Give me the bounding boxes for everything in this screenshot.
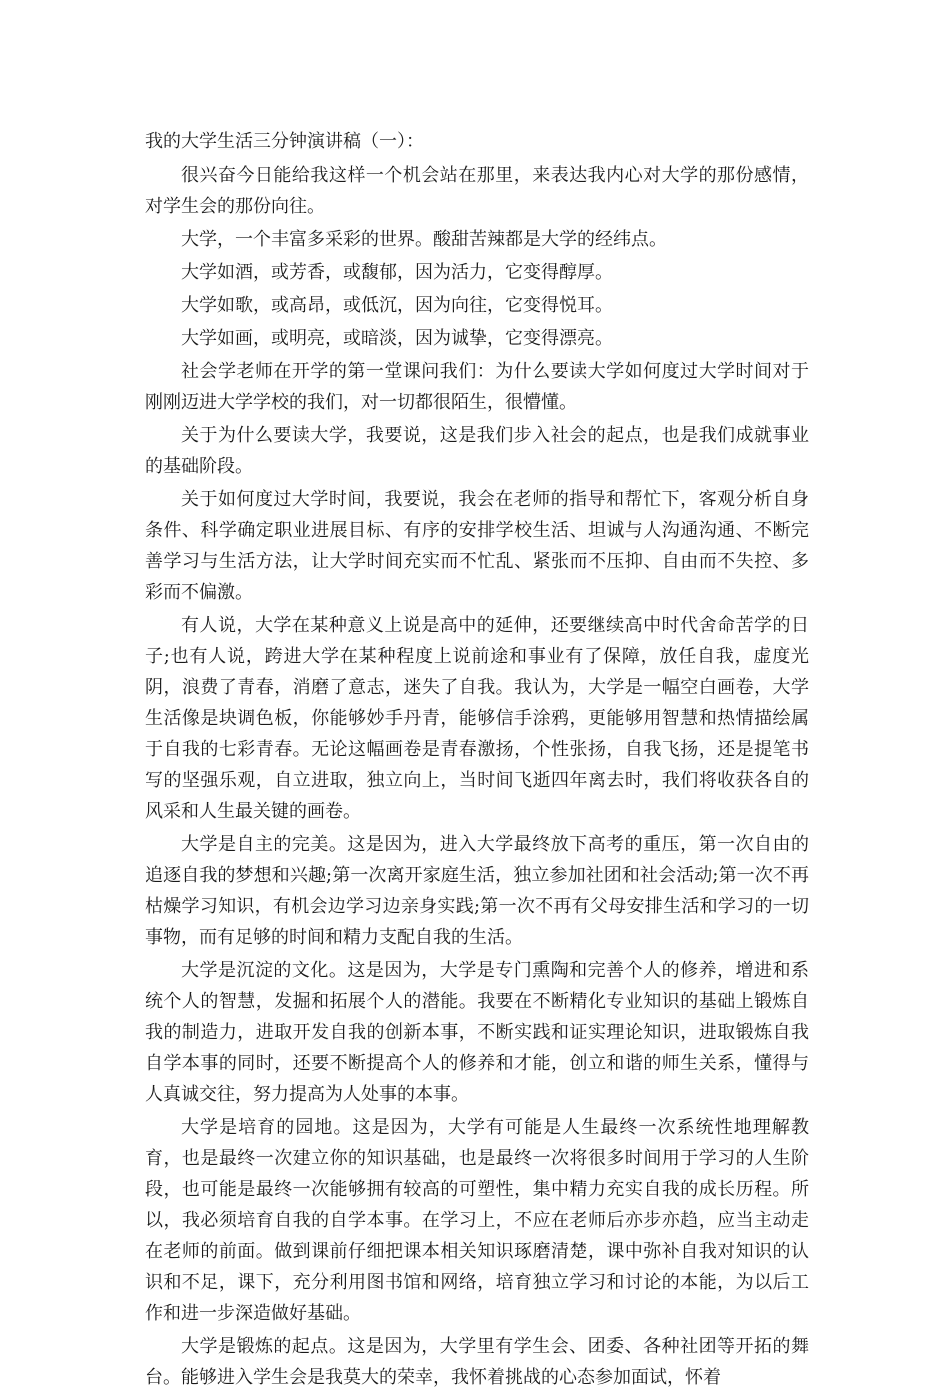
paragraph-autonomy: 大学是自主的完美。这是因为，进入大学最终放下高考的重压，第一次自由的追逐自我的梦想和兴趣;第一次离开家庭生活，独立参加社团和社会活动;第一次不再枯燥学习知识，有机会边学习边亲身实践;第一次不再有父母安排生活和学习的一切事物，而有足够的时间和精力支配自我的生活。 <box>145 834 809 948</box>
paragraph-why-university: 关于为什么要读大学，我要说，这是我们步入社会的起点，也是我们成就事业的基础阶段。 <box>145 425 809 477</box>
paragraph-world: 大学，一个丰富多采彩的世界。酸甜苦辣都是大学的经纬点。 <box>181 229 667 250</box>
paragraph-intro: 很兴奋今日能给我这样一个机会站在那里，来表达我内心对大学的那份感情，对学生会的那份向往。 <box>145 165 809 217</box>
document-page <box>145 128 809 1395</box>
paragraph-how-to-spend: 关于如何度过大学时间，我要说，我会在老师的指导和帮忙下，客观分析自身条件、科学确定职业进展目标、有序的安排学校生活、坦诚与人沟通沟通、不断完善学习与生活方法，让大学时间充实而不忙乱、紧张而不压抑、自由而不失控、多彩而不偏激。 <box>145 489 809 603</box>
paragraph-song: 大学如歌，或高昂，或低沉，因为向往，它变得悦耳。 <box>181 295 613 316</box>
paragraph-sociology: 社会学老师在开学的第一堂课问我们：为什么要读大学如何度过大学时间对于刚刚迈进大学学校的我们，对一切都很陌生，很懵懂。 <box>145 361 809 413</box>
paragraph-wine: 大学如酒，或芳香，或馥郁，因为活力，它变得醇厚。 <box>181 262 613 283</box>
paragraph-training: 大学是锻炼的起点。这是因为，大学里有学生会、团委、各种社团等开拓的舞台。能够进入学生会是我莫大的荣幸，我怀着挑战的心态参加面试，怀着 <box>145 1336 809 1388</box>
paragraph-cultivation: 大学是培育的园地。这是因为，大学有可能是人生最终一次系统性地理解教育，也是最终一次建立你的知识基础，也是最终一次将很多时间用于学习的人生阶段，也可能是最终一次能够拥有较高的可塑性，集中精力充实自我的成长历程。所以，我必须培育自我的自学本事。在学习上，不应在老师后亦步亦趋，应当主动走在老师的前面。做到课前仔细把课本相关知识琢磨清楚，课中弥补自我对知识的认识和不足，课下，充分利用图书馆和网络，培育独立学习和讨论的本能，为以后工作和进一步深造做好基础。 <box>145 1117 809 1324</box>
paragraph-blank-canvas: 有人说，大学在某种意义上说是高中的延伸，还要继续高中时代舍命苦学的日子;也有人说，跨进大学在某种程度上说前途和事业有了保障，放任自我，虚度光阴，浪费了青春，消磨了意志，迷失了自我。我认为，大学是一幅空白画卷，大学生活像是块调色板，你能够妙手丹青，能够信手涂鸦，更能够用智慧和热情描绘属于自我的七彩青春。无论这幅画卷是青春激扬，个性张扬，自我飞扬，还是提笔书写的坚强乐观，自立进取，独立向上，当时间飞逝四年离去时，我们将收获各自的风采和人生最关键的画卷。 <box>145 615 809 822</box>
document-title: 我的大学生活三分钟演讲稿（一）： <box>145 131 424 152</box>
paragraph-painting: 大学如画，或明亮，或暗淡，因为诚挚，它变得漂亮。 <box>181 328 613 349</box>
paragraph-culture: 大学是沉淀的文化。这是因为，大学是专门熏陶和完善个人的修养，增进和系统个人的智慧，发掘和拓展个人的潜能。我要在不断精化专业知识的基础上锻炼自我的制造力，进取开发自我的创新本事，不断实践和证实理论知识，进取锻炼自我自学本事的同时，还要不断提高个人的修养和才能，创立和谐的师生关系，懂得与人真诚交往，努力提高为人处事的本事。 <box>145 960 809 1105</box>
